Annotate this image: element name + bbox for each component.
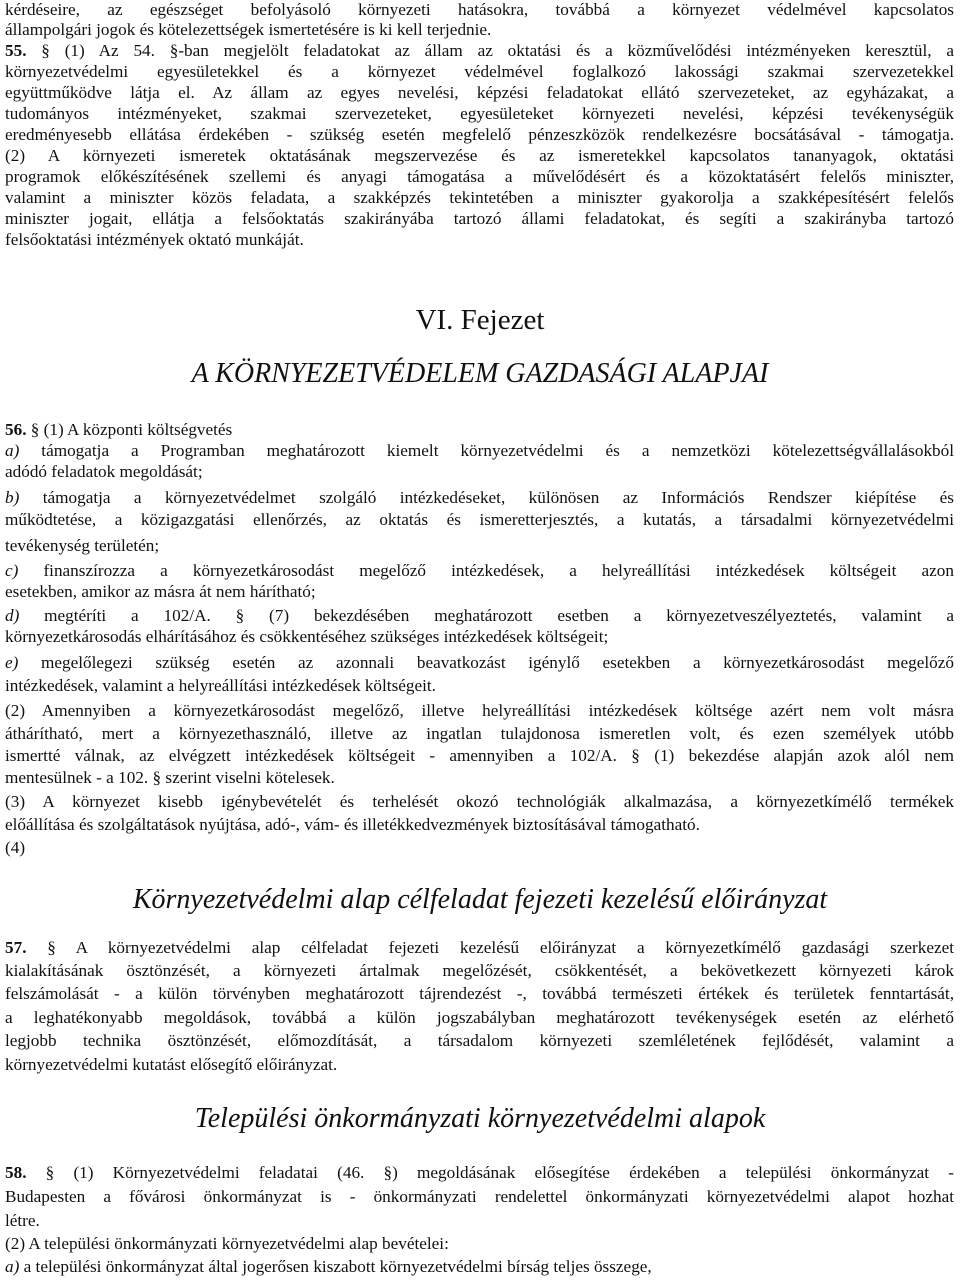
section-57-line: 57. § A környezetvédelmi alap célfeladat fejezeti kezelésű előirányzat a környezetkímélő gazdasági szerkezet [5,938,954,957]
text-line: környezetvédelmi kutatást elősegítő előirányzat. [5,1055,338,1074]
text-line: környezetkárosodás elhárításához és csökkentéséhez szükséges intézkedések költségeit; [5,627,609,646]
section-55-line: 55. § (1) Az 54. §-ban megjelölt feladatokat az állam az oktatási és a közművelődési intézményeken keresztül, a [5,41,954,60]
text-line: felsőoktatási intézmények oktató munkáját. [5,230,304,249]
text-line: ismertté válnak, az elvégzett intézkedések költségeit - amennyiben a 102/A. § (1) bekezdése alapján azok alól nem [5,746,954,765]
text-line: áthárítható, mert a környezethasználó, illetve az ingatlan tulajdonosa ismeretlen volt, és ezen személyek utóbb [5,724,954,743]
text-line: b) támogatja a környezetvédelmet szolgáló intézkedéseket, különösen az Információs Rendszer kiépítése és [5,488,954,507]
text-line: (2) A települési önkormányzati környezetvédelmi alap bevételei: [5,1234,449,1253]
chapter-title-heading: A KÖRNYEZETVÉDELEM GAZDASÁGI ALAPJAI [191,358,769,389]
section-56-line: 56. § (1) A központi költségvetés [5,420,233,439]
text-line: intézkedések, valamint a helyreállítási intézkedések költségeit. [5,676,436,695]
text-line: felszámolását - a külön törvényben meghatározott tájrendezést -, továbbá természeti értékek és területek fenntartását, [5,984,954,1003]
text-line: a leghatékonyabb megoldások, továbbá a külön jogszabályban meghatározott tevékenységek esetén az elérhető [5,1008,954,1027]
text-line: Budapesten a fővárosi önkormányzat is - önkormányzati rendelettel önkormányzati környezetvédelmi alapot hozhat [5,1187,954,1206]
text-line: (4) [5,838,26,857]
text-line: környezetvédelmi egyesületekkel és a környezet védelmével foglalkozó lakossági szakmai szervezetekkel [5,62,954,81]
text-line: tevékenység területén; [5,536,160,555]
text-line: esetekben, amikor az másra át nem hárítható; [5,582,316,601]
text-line: adódó feladatok megoldását; [5,462,203,481]
text-line: kialakításának ösztönzését, a környezeti ártalmak megelőzését, csökkentését, a bekövetkezett környezeti károk [5,961,954,980]
section-58-line: 58. § (1) Környezetvédelmi feladatai (46. §) megoldásának elősegítése érdekében a települési önkormányzat - [5,1163,954,1182]
text-line: d) megtéríti a 102/A. § (7) bekezdésében meghatározott esetben a környezetveszélyeztetés, valamint a [5,606,954,625]
section-heading: Települési önkormányzati környezetvédelmi alapok [194,1103,766,1134]
section-heading: Környezetvédelmi alap célfeladat fejezeti kezelésű előirányzat [132,884,828,915]
text-line: miniszter jogait, ellátja a felsőoktatás szakirányába tartozó állami feladatokat, és segíti a szakirányba tartozó [5,209,954,228]
text-line: (2) Amennyiben a környezetkárosodást megelőző, illetve helyreállítási intézkedések költsége azért nem volt másra [5,701,954,720]
text-line: előállítása és szolgáltatások nyújtása, adó-, vám- és illetékkedvezmények biztosításával támogatható. [5,815,700,834]
text-line: (2) A környezeti ismeretek oktatásának megszervezése és az ismeretekkel kapcsolatos tananyagok, oktatási [5,146,954,165]
text-line: e) megelőlegezi szükség esetén az azonnali beavatkozást igénylő esetekben a környezetkárosodást megelőző [5,653,954,672]
text-line: c) finanszírozza a környezetkárosodást megelőző intézkedések, a helyreállítási intézkedések költségeit azon [5,561,954,580]
text-line: mentesülnek - a 102. § szerint viselni kötelesek. [5,768,335,787]
text-line: tudományos intézményeket, szakmai szervezeteket, egyesületeket környezeti nevelési, képzési tevékenységük [5,104,954,123]
text-line: együttműködve látja el. Az állam az egyes nevelési, képzési feladatokat ellátó szervezeteket, az egyházakat, a [5,83,954,102]
text-line: eredményesebb ellátása érdekében - szükség esetén megfelelő pénzeszközök rendelkezésre bocsátásával - támogatja. [5,125,954,144]
text-line: legjobb technika ösztönzését, előmozdítását, a társadalom környezeti szemléletének fejlődését, valamint a [5,1031,954,1050]
text-line: a) a települési önkormányzat által jogerősen kiszabott környezetvédelmi bírság teljes összege, [5,1257,652,1276]
text-line: kérdéseire, az egészséget befolyásoló környezeti hatásokra, továbbá a környezet védelmével kapcsolatos [5,0,954,19]
text-line: valamint a miniszter közös feladata, a szakképzés tekintetében a miniszter gyakorolja a szakképesítésért felelős [5,188,954,207]
text-line: a) támogatja a Programban meghatározott kiemelt környezetvédelmi és a nemzetközi kötelezettségvállalásokból [5,441,954,460]
text-line: működtetése, a közigazgatási ellenőrzés, az oktatás és ismeretterjesztés, a kutatás, a társadalmi környezetvédelmi [5,510,954,529]
chapter-number-heading: VI. Fejezet [415,304,545,336]
text-line: (3) A környezet kisebb igénybevételét és terhelését okozó technológiák alkalmazása, a környezetkímélő termékek [5,792,954,811]
text-line: létre. [5,1211,40,1230]
text-line: programok előkészítésének szellemi és anyagi támogatása a művelődésért és a közoktatásért felelős miniszter, [5,167,954,186]
text-line: állampolgári jogok és kötelezettségek ismertetésére is ki kell terjednie. [5,20,492,39]
